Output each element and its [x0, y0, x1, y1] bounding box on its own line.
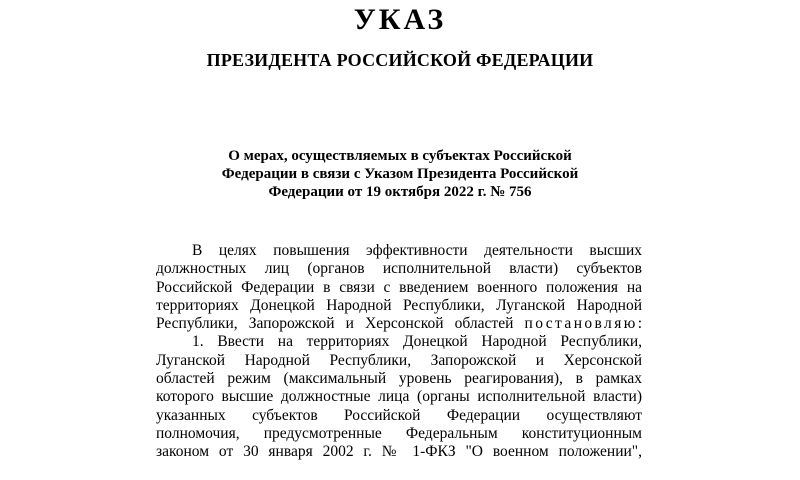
decree-name-line: О мерах, осуществляемых в субъектах Российской [228, 148, 572, 164]
preamble-line: территориях Донецкой Народной Республики, Луганской Народной [156, 296, 642, 314]
decree-name-line: Федерации в связи с Указом Президента Российской [221, 166, 579, 182]
document-title: УКАЗ [353, 3, 447, 36]
preamble-line-final [156, 315, 642, 333]
preamble-line: В целях повышения эффективности деятельности высших [192, 242, 642, 259]
point-1-line: Луганской Народной Республики, Запорожской и Херсонской [156, 351, 642, 369]
decree-colon: : [637, 315, 643, 333]
point-1-line: областей режим (максимальный уровень реагирования), в рамках [156, 370, 642, 388]
point-1-line: 1. Ввести на территориях Донецкой Народной Республики, [192, 333, 642, 351]
decree-name-line: Федерации от 19 октября 2022 г. № 756 [268, 184, 532, 200]
preamble-line-text: Республики, Запорожской и Херсонской областей [156, 315, 514, 333]
preamble-line: Российской Федерации в связи с введением военного положения на [156, 278, 642, 296]
decree-body [156, 242, 642, 462]
point-1-line: полномочия, предусмотренные Федеральным конституционным [156, 424, 642, 442]
decree-name [150, 147, 650, 201]
document-subtitle: ПРЕЗИДЕНТА РОССИЙСКОЙ ФЕДЕРАЦИИ [206, 50, 594, 70]
point-1-line: которого высшие должностные лица (органы исполнительной власти) [156, 388, 642, 406]
decree-word: постановляю [524, 315, 638, 333]
point-1-line: указанных субъектов Российской Федерации осуществляют [156, 406, 642, 424]
preamble-line: должностных лиц (органов исполнительной власти) субъектов [156, 260, 642, 278]
point-1-line: законом от 30 января 2002 г. № 1-ФКЗ "О военном положении", [156, 443, 642, 461]
